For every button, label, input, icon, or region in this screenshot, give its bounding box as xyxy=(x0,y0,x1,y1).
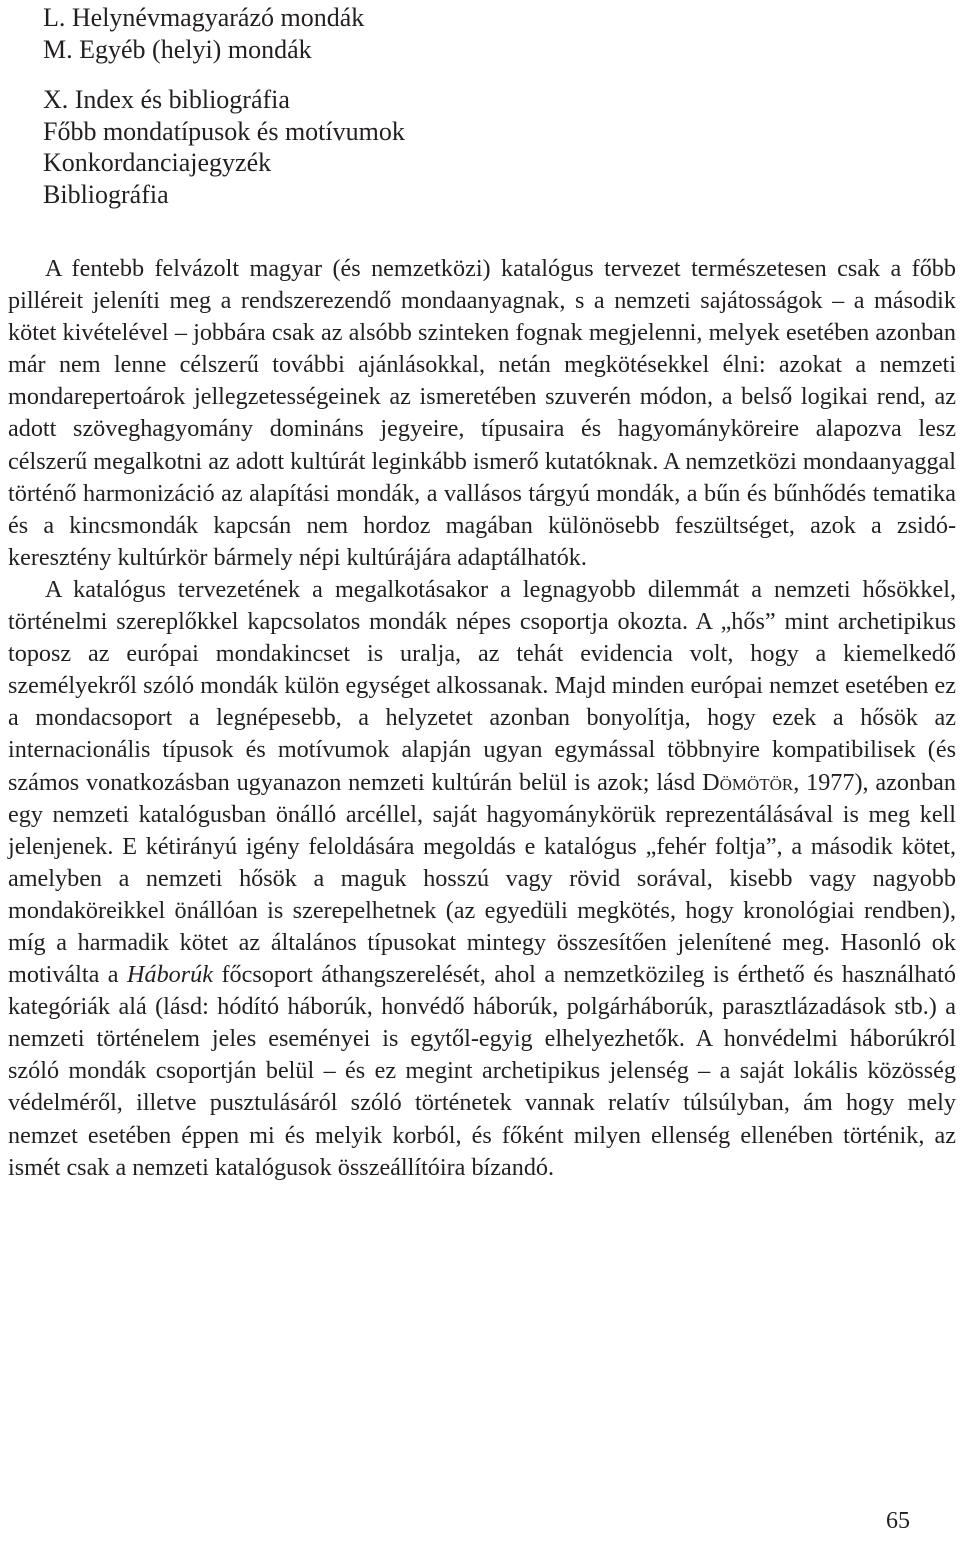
toc-item: M. Egyéb (helyi) mondák xyxy=(43,34,312,64)
table-of-contents xyxy=(43,2,405,210)
toc-section-heading: X. Index és bibliográfia xyxy=(43,85,290,114)
page-number: 65 xyxy=(886,1508,910,1534)
toc-item: L. Helynévmagyarázó mondák xyxy=(43,3,365,32)
toc-subitem: Bibliográfia xyxy=(43,179,169,209)
toc-subitem: Főbb mondatípusok és motívumok xyxy=(43,116,405,146)
paragraph-2 xyxy=(8,574,956,1184)
toc-gap xyxy=(43,65,405,84)
body-text xyxy=(8,253,956,1184)
paragraph-2-part-a: A katalógus tervezetének a megalkotásakor a legnagyobb dilemmát a nemzeti hősökkel, történelmi szereplőkkel kapcsolatos mondák népes csoportja okozta. A „hős” mint archetipikus toposz az európai mondakincset is uralja, az tehát evidencia volt, hogy a kiemelkedő személyekről szóló mondák külön egységet alkossanak. Majd minden európai nemzet esetében ez a mondacsoport a legnépesebb, a helyzetet azonban bonyolítja, hogy ezek a hősök az internacionális típusok és motívumok alapján ugyan egymással többnyire kompatibilisek (és számos vonatkozásban ugyanazon nemzeti kultúrán belül is azok; lásd xyxy=(8,575,956,796)
italic-term: Háborúk xyxy=(127,961,214,989)
paragraph-2-part-c: főcsoport áthangszerelését, ahol a nemzetközileg is érthető és használható kategóriák alá (lásd: hódító háborúk, honvédő háborúk, polgárháborúk, parasztlázadások stb.) a nemzeti történelem jeles eseményei is egytől-egyig elhelyezhetők. A honvédelmi háborúkról szóló mondák csoportján belül – és ez megint archetipikus jelenség – a saját lokális közösség védelméről, illetve pusztulásáról szóló történetek vannak relatív túlsúlyban, ám hogy mely nemzet esetében éppen mi és melyik korból, és főként milyen ellenség ellenében történik, az ismét csak a nemzeti katalógusok összeállítóira bízandó. xyxy=(8,961,956,1181)
author-citation: Dömötör xyxy=(702,768,794,796)
paragraph-1: A fentebb felvázolt magyar (és nemzetközi) katalógus tervezet természetesen csak a főbb pilléreit jeleníti meg a rendszerezendő mondaanyagnak, s a nemzeti sajátosságok – a második kötet kivételével – jobbára csak az alsóbb szinteken fognak megjelenni, melyek esetében azonban már nem lenne célszerű további ajánlásokkal, netán megkötésekkel élni: azokat a nemzeti mondarepertoárok jellegzetességeinek az ismeretében szuverén módon, a belső logikai rend, az adott szöveghagyomány domináns jegyeire, típusaira és hagyományköreire alapozva lesz célszerű megalkotni az adott kultúrát leginkább ismerő kutatóknak. A nemzetközi mondaanyaggal történő harmonizáció az alapítási mondák, a vallásos tárgyú mondák, a bűn és bűnhődés tematika és a kincsmondák kapcsán nem hordoz magában különösebb feszültséget, azok a zsidó-keresztény kultúrkör bármely népi kultúrájára adaptálhatók. xyxy=(8,255,956,571)
toc-subitem: Konkordanciajegyzék xyxy=(43,148,272,177)
paragraph-2-part-b: , 1977), azonban egy nemzeti katalógusban önálló arcéllel, saját hagyománykörük reprezentálásával is meg kell jelenjenek. E kétirányú igény feloldására megoldás e katalógus „fehér foltja”, a második kötet, amelyben a nemzeti hősök a maguk hosszú vagy rövid sorával, kisebb vagy nagyobb mondaköreikkel önállóan is szerepelhetnek (az egyedüli megkötés, hogy kronológiai rendben), míg a harmadik kötet az általános típusokat mintegy összesítően jelenítené meg. Hasonló ok motiválta a xyxy=(8,768,957,989)
